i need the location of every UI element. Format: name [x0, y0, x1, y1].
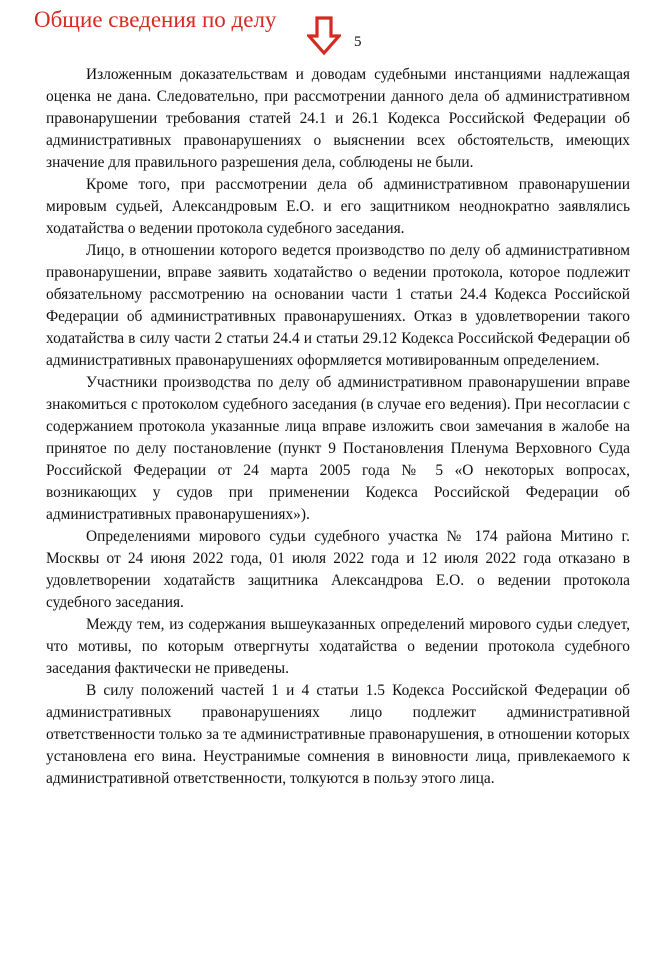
paragraph-evidence-assessment: Изложенным доказательствам и доводам судебными инстанциями надлежащая оценка не дана. Следовательно, при рассмотрении данного дела об административном правонарушении требования статей 24.1 и 26.1 Кодекса Российской Федерации об административных правонарушениях о выяснении всех обстоятельств, имеющих значение для правильного разрешения дела, соблюдены не были. [46, 66, 630, 171]
paragraph-participants-rights: Участники производства по делу об административном правонарушении вправе знакомиться с протоколом судебного заседания (в случае его ведения). При несогласии с содержанием протокола указанные лица вправе изложить свои замечания в жалобе на принятое по делу постановление (пункт 9 Постановления Пленума Верховного Суда Российской Федерации от 24 марта 2005 года № 5 «О некоторых вопросах, возникающих у судов при применении Кодекса Российской Федерации об административных правонарушениях»). [46, 374, 630, 523]
paragraph-protocol-motions: Кроме того, при рассмотрении дела об административном правонарушении мировым судьей, Александровым Е.О. и его защитником неоднократно заявлялись ходатайства о ведении протокола судебного заседания. [46, 176, 630, 237]
paragraph-refusal-rulings: Определениями мирового судьи судебного участка № 174 района Митино г. Москвы от 24 июня 2022 года, 01 июля 2022 года и 12 июля 2022 года отказано в удовлетворении ходатайств защитника Александрова Е.О. о ведении протокола судебного заседания. [46, 528, 630, 611]
down-arrow-icon [307, 16, 341, 56]
page-number: 5 [354, 34, 362, 50]
paragraph-right-to-motion: Лицо, в отношении которого ведется производство по делу об административном правонарушении, вправе заявить ходатайство о ведении протокола, которое подлежит обязательному рассмотрению на основании части 1 статьи 24.4 Кодекса Российской Федерации об административных правонарушениях. Отказ в удовлетворении такого ходатайства в силу части 2 статьи 24.4 и статьи 29.12 Кодекса Российской Федерации об административных правонарушениях оформляется мотивированным определением. [46, 242, 630, 369]
paragraph-presumption-innocence: В силу положений частей 1 и 4 статьи 1.5 Кодекса Российской Федерации об административных правонарушениях лицо подлежит административной ответственности только за те административные правонарушения, в отношении которых установлена его вина. Неустранимые сомнения в виновности лица, привлекаемого к административной ответственности, толкуются в пользу этого лица. [46, 682, 630, 787]
paragraph-missing-motives: Между тем, из содержания вышеуказанных определений мирового судьи следует, что мотивы, по которым отвергнуты ходатайства о ведении протокола судебного заседания фактически не приведены. [46, 616, 630, 677]
document-body [46, 64, 630, 790]
annotation-title: Общие сведения по делу [34, 7, 277, 32]
